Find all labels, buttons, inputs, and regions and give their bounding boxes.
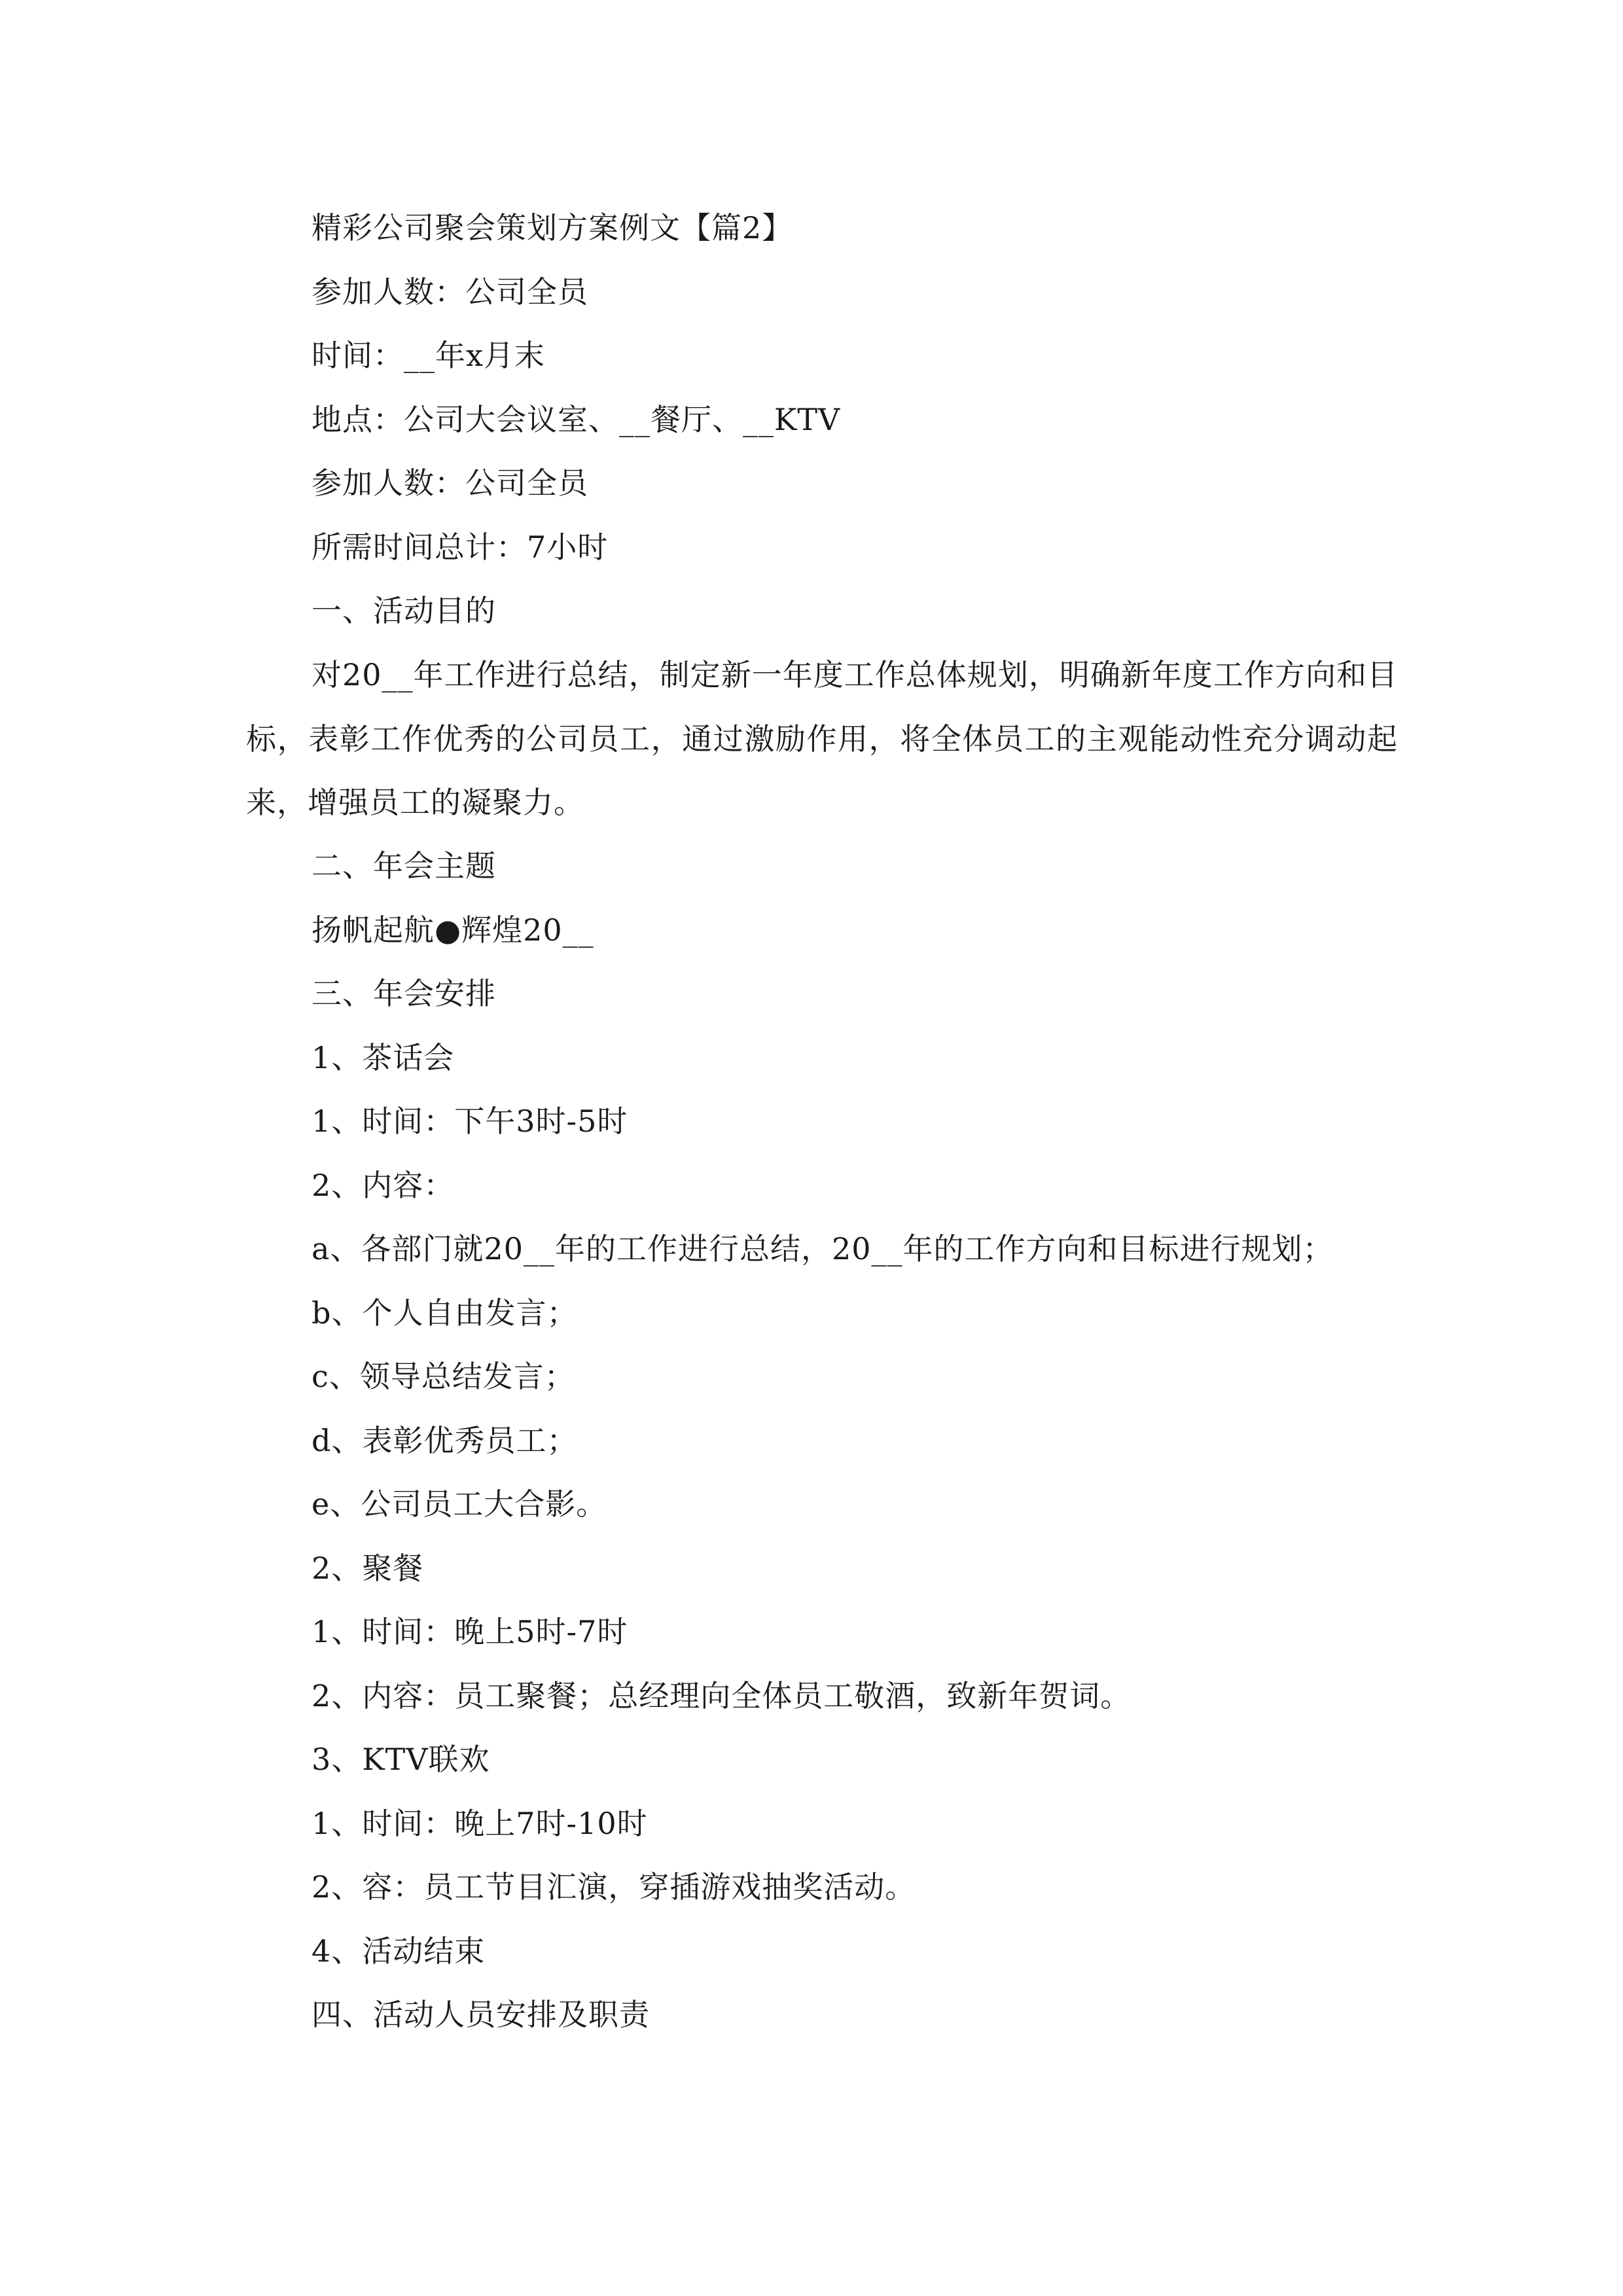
text-line: 1、时间：晚上5时-7时	[312, 1614, 628, 1649]
text-line: 参加人数：公司全员	[312, 465, 588, 501]
text-line: a、各部门就20__年的工作进行总结，20__年的工作方向和目标进行规划；	[312, 1231, 1334, 1266]
text-line: 2、内容：	[312, 1168, 455, 1203]
text-line: 1、时间：晚上7时-10时	[312, 1806, 648, 1841]
section-heading: 三、年会安排	[312, 976, 496, 1011]
section-heading: 四、活动人员安排及职责	[312, 1997, 650, 2032]
text-line: 2、内容：员工聚餐；总经理向全体员工敬酒，致新年贺词。	[312, 1678, 1132, 1713]
text-line: 扬帆起航●辉煌20__	[312, 912, 594, 948]
document-title: 精彩公司聚会策划方案例文【篇2】	[312, 210, 793, 245]
section-heading: 二、年会主题	[312, 848, 496, 884]
text-line: b、个人自由发言；	[312, 1295, 578, 1331]
text-line: c、领导总结发言；	[312, 1359, 575, 1394]
text-line: 2、聚餐	[312, 1551, 424, 1586]
text-line: 1、时间：下午3时-5时	[312, 1103, 628, 1139]
text-line: 所需时间总计：7小时	[312, 529, 609, 565]
text-line: d、表彰优秀员工；	[312, 1423, 578, 1458]
body-paragraph: 对20__年工作进行总结，制定新一年度工作总体规划，明确新年度工作方向和目标，表彰工作优秀的公司员工，通过激励作用，将全体员工的主观能动性充分调动起来，增强员工的凝聚力。	[246, 657, 1398, 820]
text-line: 2、容：员工节目汇演，穿插游戏抽奖活动。	[312, 1869, 916, 1905]
text-line: 时间：__年x月末	[312, 338, 545, 373]
text-line: 参加人数：公司全员	[312, 274, 588, 310]
text-line: e、公司员工大合影。	[312, 1486, 607, 1522]
section-heading: 一、活动目的	[312, 593, 496, 628]
text-line: 地点：公司大会议室、__餐厅、__KTV	[312, 402, 841, 437]
text-line: 3、KTV联欢	[312, 1742, 490, 1777]
text-line: 4、活动结束	[312, 1933, 486, 1969]
text-line: 1、茶话会	[312, 1040, 455, 1075]
